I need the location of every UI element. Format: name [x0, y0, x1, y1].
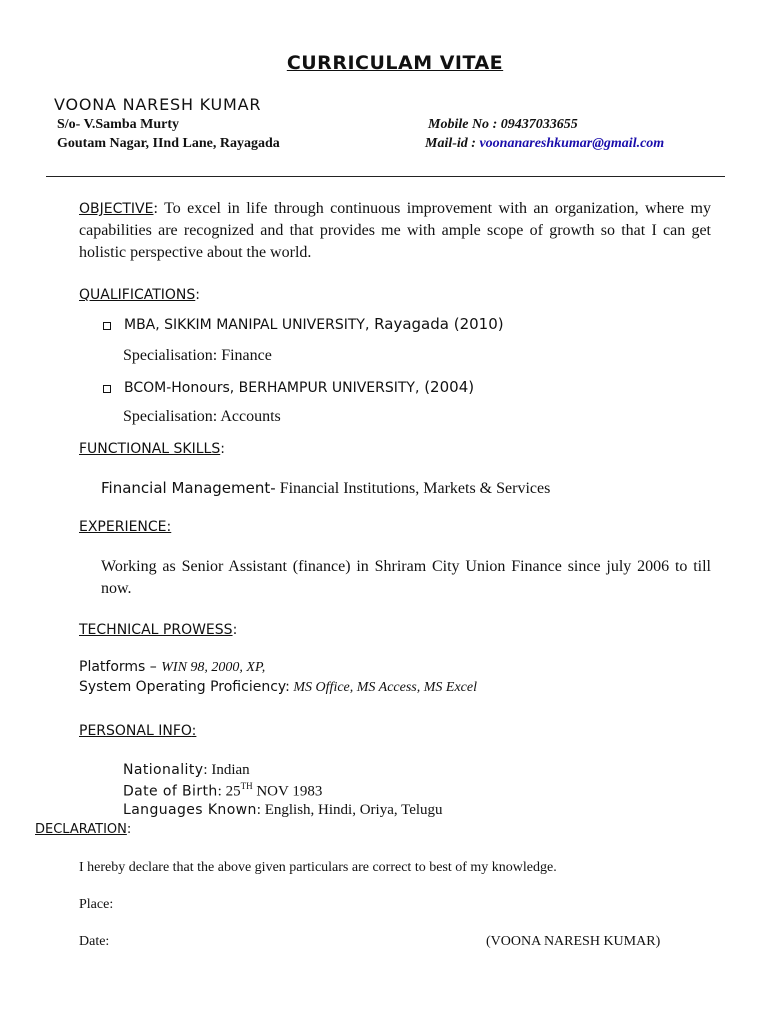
qualification-item-1	[124, 315, 504, 333]
place-label: Place:	[79, 897, 114, 912]
languages-value: : English, Hindi, Oriya, Telugu	[256, 802, 443, 818]
experience-text: Working as Senior Assistant (finance) in Shriram City Union Finance since july 2006 to till now.	[101, 558, 711, 597]
mobile-separator: :	[489, 117, 501, 132]
header-divider	[46, 176, 725, 177]
objective-paragraph	[79, 198, 711, 264]
languages-line	[123, 801, 443, 819]
platforms-label: Platforms	[79, 659, 146, 675]
declaration-heading-label: DECLARATION	[35, 822, 127, 837]
declaration-heading	[35, 822, 131, 837]
dob-prefix: : 25	[217, 783, 241, 800]
functional-skills-colon: :	[220, 441, 225, 457]
qualification-place-1: Rayagada (2010)	[369, 315, 504, 333]
objective-heading: OBJECTIVE	[79, 201, 154, 217]
dob-label: Date of Birth	[123, 783, 218, 800]
personal-heading	[79, 723, 196, 739]
platforms-value: WIN 98, 2000, XP,	[161, 660, 266, 675]
relation-line: S/o- V.Samba Murty	[57, 117, 180, 132]
functional-skills-label: FUNCTIONAL SKILLS	[79, 441, 221, 457]
signature-name: (VOONA NARESH KUMAR)	[486, 934, 661, 949]
qualifications-heading-label: QUALIFICATIONS	[79, 287, 196, 303]
technical-colon: :	[232, 622, 238, 638]
mobile-number: 09437033655	[500, 117, 578, 132]
mail-label: Mail-id	[425, 136, 468, 151]
functional-skills-serif: Financial Institutions, Markets & Services	[275, 480, 551, 497]
system-proficiency-value: MS Office, MS Access, MS Excel	[289, 680, 478, 695]
bullet-icon	[103, 385, 111, 393]
nationality-label: Nationality	[123, 762, 204, 778]
mobile-line	[428, 117, 578, 133]
qualification-degree-2: BCOM-Honours, BERHAMPUR UNIVERSITY,	[124, 380, 420, 396]
qualification-item-2	[124, 378, 474, 396]
system-proficiency-colon: :	[285, 679, 290, 695]
qualification-degree-1: MBA, SIKKIM MANIPAL UNIVERSITY,	[124, 317, 370, 333]
mobile-label: Mobile No	[428, 117, 490, 132]
platforms-line	[79, 658, 265, 676]
personal-colon: :	[191, 723, 197, 739]
functional-skills-heading	[79, 441, 225, 457]
qualification-place-2: (2004)	[419, 378, 475, 396]
bullet-icon	[103, 322, 111, 330]
technical-heading	[79, 622, 237, 638]
objective-text: : To excel in life through continuous improvement with an organization, where my capabilities are recognized and that provides me with ample scope of growth so that I can get holistic perspective about the world.	[79, 200, 711, 261]
personal-heading-label: PERSONAL INFO	[79, 723, 192, 739]
email-link[interactable]: voonanareshkumar@gmail.com	[479, 136, 665, 151]
mail-line	[425, 136, 664, 152]
technical-heading-label: TECHNICAL PROWESS	[79, 622, 233, 638]
dob-line	[123, 781, 322, 800]
candidate-name: VOONA NARESH KUMAR	[54, 95, 262, 114]
qualifications-heading	[79, 287, 200, 303]
dob-sup: TH	[240, 781, 253, 791]
platforms-dash: –	[145, 659, 162, 675]
date-label: Date:	[79, 934, 110, 949]
dob-suffix: NOV 1983	[252, 783, 323, 800]
specialisation-2: Specialisation: Accounts	[123, 408, 281, 425]
languages-label: Languages Known	[123, 802, 257, 818]
nationality-value: : Indian	[203, 762, 250, 778]
experience-heading: EXPERIENCE:	[79, 519, 172, 535]
declaration-text: I hereby declare that the above given particulars are correct to best of my knowledge.	[79, 860, 557, 875]
declaration-colon: :	[126, 822, 132, 837]
nationality-line	[123, 761, 250, 779]
system-proficiency-label: System Operating Proficiency	[79, 679, 286, 695]
address-line: Goutam Nagar, IInd Lane, Rayagada	[57, 136, 280, 151]
qualifications-colon: :	[195, 287, 200, 303]
mail-separator: :	[467, 136, 480, 151]
functional-skills-sans: Financial Management-	[101, 479, 276, 497]
system-proficiency-line	[79, 678, 477, 696]
functional-skills-text	[101, 479, 550, 498]
specialisation-1: Specialisation: Finance	[123, 347, 272, 364]
page-title: CURRICULAM VITAE	[286, 52, 504, 74]
